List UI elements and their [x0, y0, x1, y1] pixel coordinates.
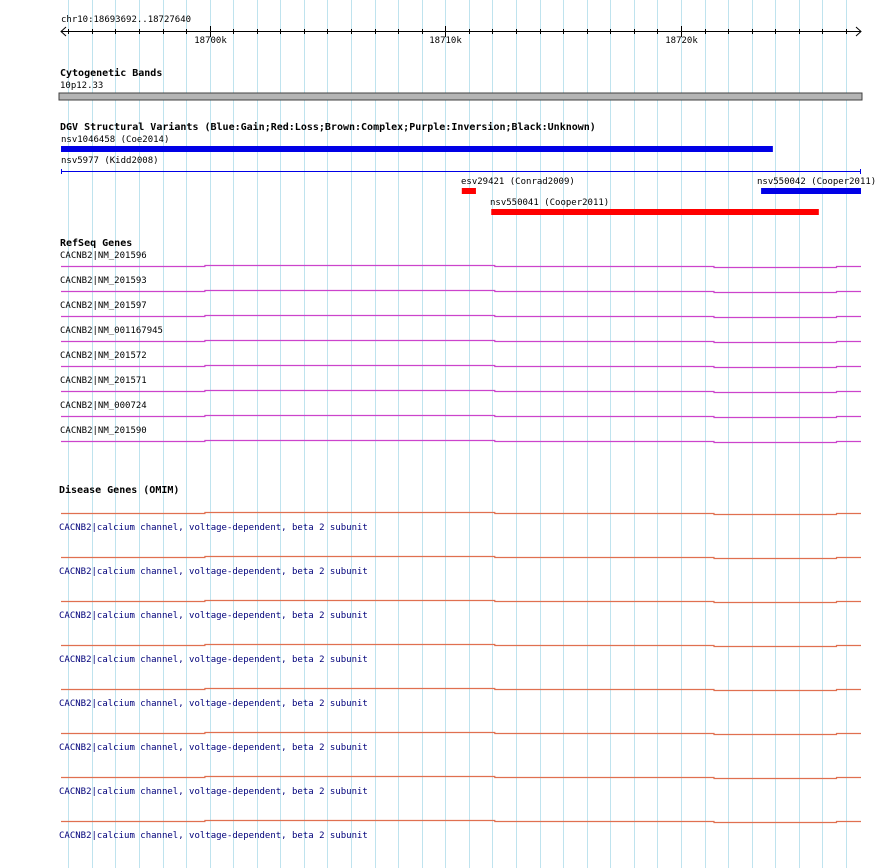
dgv-feature-label[interactable]: esv29421 (Conrad2009) [461, 177, 575, 187]
refseq-gene-model[interactable] [61, 316, 861, 318]
refseq-gene-label[interactable]: CACNB2|NM_000724 [60, 401, 147, 411]
dgv-feature-bar[interactable] [462, 188, 476, 194]
dgv-feature-bar[interactable] [761, 188, 861, 194]
omim-track-title: Disease Genes (OMIM) [59, 485, 180, 496]
cytoband-bar[interactable] [59, 93, 862, 100]
refseq-gene-label[interactable]: CACNB2|NM_201593 [60, 276, 147, 286]
omim-gene-label[interactable]: CACNB2|calcium channel, voltage-dependent, beta 2 subunit [59, 611, 368, 621]
refseq-gene-label[interactable]: CACNB2|NM_201571 [60, 376, 147, 386]
dgv-feature-label[interactable]: nsv550042 (Cooper2011) [757, 177, 877, 187]
dgv-feature-bar[interactable] [491, 209, 819, 215]
omim-gene-model[interactable] [61, 777, 861, 779]
omim-gene-label[interactable]: CACNB2|calcium channel, voltage-dependent, beta 2 subunit [59, 699, 368, 709]
omim-gene-label[interactable]: CACNB2|calcium channel, voltage-dependent, beta 2 subunit [59, 567, 368, 577]
refseq-gene-label[interactable]: CACNB2|NM_001167945 [60, 326, 163, 336]
omim-gene-model[interactable] [61, 557, 861, 559]
refseq-gene-model[interactable] [61, 391, 861, 393]
dgv-feature-label[interactable]: nsv1046458 (Coe2014) [61, 135, 170, 145]
dgv-feature-label[interactable]: nsv550041 (Cooper2011) [490, 198, 610, 208]
omim-gene-model[interactable] [61, 733, 861, 735]
omim-gene-label[interactable]: CACNB2|calcium channel, voltage-dependent, beta 2 subunit [59, 655, 368, 665]
omim-gene-model[interactable] [61, 689, 861, 691]
omim-gene-model[interactable] [61, 821, 861, 823]
ruler-tick-label: 18700k [194, 36, 227, 46]
omim-gene-label[interactable]: CACNB2|calcium channel, voltage-dependent, beta 2 subunit [59, 743, 368, 753]
ruler-tick-label: 18720k [665, 36, 698, 46]
dgv-track-title: DGV Structural Variants (Blue:Gain;Red:Loss;Brown:Complex;Purple:Inversion;Black:Unknown) [60, 122, 596, 133]
refseq-gene-label[interactable]: CACNB2|NM_201597 [60, 301, 147, 311]
refseq-gene-label[interactable]: CACNB2|NM_201572 [60, 351, 147, 361]
refseq-gene-label[interactable]: CACNB2|NM_201596 [60, 251, 147, 261]
region-label: chr10:18693692..18727640 [61, 15, 192, 25]
dgv-feature-bar[interactable] [61, 146, 773, 152]
refseq-gene-label[interactable]: CACNB2|NM_201590 [60, 426, 147, 436]
ruler-tick-label: 18710k [429, 36, 462, 46]
refseq-gene-model[interactable] [61, 416, 861, 418]
refseq-gene-model[interactable] [61, 266, 861, 268]
omim-gene-model[interactable] [61, 601, 861, 603]
omim-gene-model[interactable] [61, 645, 861, 647]
omim-gene-label[interactable]: CACNB2|calcium channel, voltage-dependent, beta 2 subunit [59, 523, 368, 533]
omim-gene-label[interactable]: CACNB2|calcium channel, voltage-dependent, beta 2 subunit [59, 787, 368, 797]
refseq-track-title: RefSeq Genes [60, 238, 133, 249]
omim-gene-label[interactable]: CACNB2|calcium channel, voltage-dependent, beta 2 subunit [59, 831, 368, 841]
refseq-gene-model[interactable] [61, 291, 861, 293]
refseq-gene-model[interactable] [61, 441, 861, 443]
refseq-gene-model[interactable] [61, 366, 861, 368]
dgv-feature-label[interactable]: nsv5977 (Kidd2008) [61, 156, 159, 166]
cytoband-label: 10p12.33 [60, 81, 104, 91]
cytoband-track-title: Cytogenetic Bands [60, 68, 163, 79]
omim-gene-model[interactable] [61, 513, 861, 515]
refseq-gene-model[interactable] [61, 341, 861, 343]
